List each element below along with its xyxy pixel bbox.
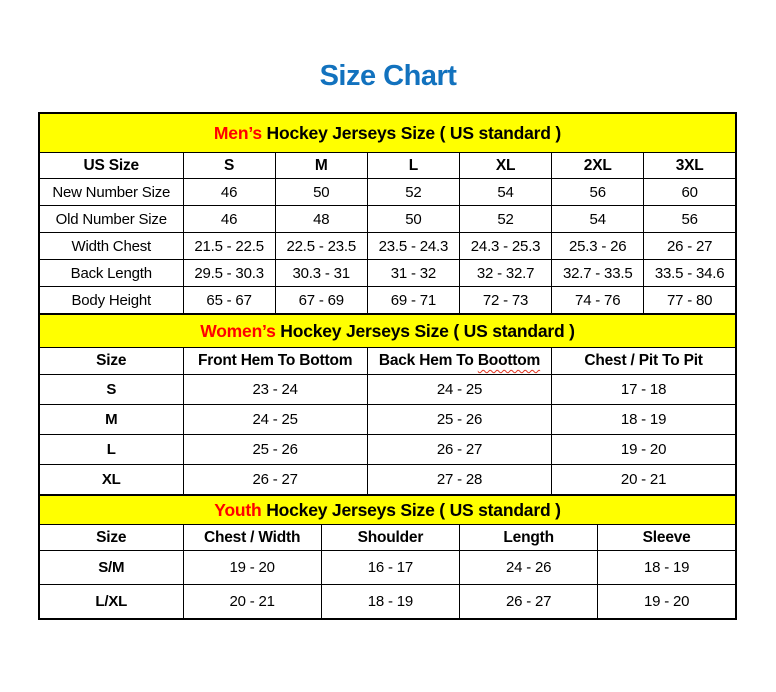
womens-row-label: M [39, 405, 183, 435]
womens-size-cell: 24 - 25 [183, 405, 367, 435]
mens-size-cell: 54 [552, 206, 644, 233]
mens-size-cell: 77 - 80 [644, 287, 736, 315]
youth-column-header: Shoulder [321, 525, 459, 551]
youth-row-label: L/XL [39, 585, 183, 620]
youth-column-header: Length [460, 525, 598, 551]
mens-header-row [39, 153, 736, 179]
tables-container [38, 112, 737, 620]
mens-size-cell: 30.3 - 31 [275, 260, 367, 287]
mens-row-label: New Number Size [39, 179, 183, 206]
mens-size-cell: 67 - 69 [275, 287, 367, 315]
youth-size-cell: 18 - 19 [598, 551, 736, 585]
womens-column-header: Size [39, 348, 183, 375]
mens-size-cell: 56 [552, 179, 644, 206]
womens-size-cell: 20 - 21 [552, 465, 736, 496]
youth-table-title [39, 495, 736, 525]
womens-table-row [39, 375, 736, 405]
womens-size-cell: 25 - 26 [183, 435, 367, 465]
womens-row-label: L [39, 435, 183, 465]
youth-size-table [38, 494, 737, 620]
mens-size-cell: 21.5 - 22.5 [183, 233, 275, 260]
misspelled-word: Boottom [477, 352, 541, 369]
mens-size-cell: 52 [367, 179, 459, 206]
mens-size-cell: 33.5 - 34.6 [644, 260, 736, 287]
womens-size-cell: 25 - 26 [367, 405, 551, 435]
mens-size-cell: 52 [459, 206, 551, 233]
womens-table-band [39, 314, 736, 348]
youth-column-header: Chest / Width [183, 525, 321, 551]
womens-row-label: XL [39, 465, 183, 496]
mens-column-header: 2XL [552, 153, 644, 179]
mens-row-label: Old Number Size [39, 206, 183, 233]
mens-size-cell: 32 - 32.7 [459, 260, 551, 287]
mens-size-cell: 24.3 - 25.3 [459, 233, 551, 260]
mens-size-cell: 32.7 - 33.5 [552, 260, 644, 287]
mens-column-header: XL [459, 153, 551, 179]
mens-size-cell: 48 [275, 206, 367, 233]
womens-size-cell: 24 - 25 [367, 375, 551, 405]
mens-table-band [39, 113, 736, 153]
mens-size-cell: 60 [644, 179, 736, 206]
mens-size-cell: 25.3 - 26 [552, 233, 644, 260]
mens-size-cell: 56 [644, 206, 736, 233]
mens-size-cell: 26 - 27 [644, 233, 736, 260]
mens-size-cell: 50 [367, 206, 459, 233]
womens-size-cell: 26 - 27 [183, 465, 367, 496]
mens-size-cell: 74 - 76 [552, 287, 644, 315]
youth-size-cell: 18 - 19 [321, 585, 459, 620]
youth-size-cell: 26 - 27 [460, 585, 598, 620]
mens-size-cell: 54 [459, 179, 551, 206]
mens-table-row [39, 179, 736, 206]
youth-row-label: S/M [39, 551, 183, 585]
youth-column-header: Sleeve [598, 525, 736, 551]
mens-row-label: Body Height [39, 287, 183, 315]
womens-table-row [39, 405, 736, 435]
mens-size-cell: 46 [183, 206, 275, 233]
youth-table-band [39, 495, 736, 525]
womens-size-cell: 23 - 24 [183, 375, 367, 405]
mens-size-cell: 69 - 71 [367, 287, 459, 315]
mens-column-header: 3XL [644, 153, 736, 179]
youth-size-cell: 19 - 20 [598, 585, 736, 620]
womens-size-cell: 18 - 19 [552, 405, 736, 435]
womens-header-row [39, 348, 736, 375]
womens-column-header: Front Hem To Bottom [183, 348, 367, 375]
mens-size-cell: 50 [275, 179, 367, 206]
mens-table-row [39, 260, 736, 287]
youth-title-accent: Youth [214, 499, 262, 520]
mens-column-header: M [275, 153, 367, 179]
mens-row-label: Back Length [39, 260, 183, 287]
mens-row-label: Width Chest [39, 233, 183, 260]
mens-table-title [39, 113, 736, 153]
womens-table-row [39, 465, 736, 496]
mens-size-cell: 23.5 - 24.3 [367, 233, 459, 260]
womens-table-body [39, 375, 736, 496]
mens-size-cell: 22.5 - 23.5 [275, 233, 367, 260]
mens-column-header: S [183, 153, 275, 179]
womens-title-rest: Hockey Jerseys Size ( US standard ) [275, 320, 575, 341]
mens-title-rest: Hockey Jerseys Size ( US standard ) [261, 122, 562, 143]
youth-table-row [39, 551, 736, 585]
womens-size-cell: 26 - 27 [367, 435, 551, 465]
womens-size-cell: 17 - 18 [552, 375, 736, 405]
mens-size-cell: 29.5 - 30.3 [183, 260, 275, 287]
womens-size-cell: 19 - 20 [552, 435, 736, 465]
youth-size-cell: 20 - 21 [183, 585, 321, 620]
mens-column-header: L [367, 153, 459, 179]
mens-column-header: US Size [39, 153, 183, 179]
mens-size-cell: 46 [183, 179, 275, 206]
mens-size-table [38, 112, 737, 315]
youth-size-cell: 19 - 20 [183, 551, 321, 585]
youth-table-body [39, 551, 736, 620]
page-title: Size Chart [319, 60, 457, 92]
youth-size-cell: 24 - 26 [460, 551, 598, 585]
womens-size-table [38, 313, 737, 496]
mens-size-cell: 31 - 32 [367, 260, 459, 287]
mens-table-row [39, 206, 736, 233]
mens-table-body [39, 179, 736, 315]
youth-table-row [39, 585, 736, 620]
youth-header-row [39, 525, 736, 551]
womens-column-header: Back Hem To Boottom [367, 348, 551, 375]
womens-row-label: S [39, 375, 183, 405]
mens-table-row [39, 233, 736, 260]
womens-title-accent: Women’s [200, 320, 276, 341]
youth-column-header: Size [39, 525, 183, 551]
womens-size-cell: 27 - 28 [367, 465, 551, 496]
mens-title-accent: Men’s [213, 122, 262, 143]
mens-size-cell: 72 - 73 [459, 287, 551, 315]
womens-column-header: Chest / Pit To Pit [552, 348, 736, 375]
womens-table-row [39, 435, 736, 465]
mens-table-row [39, 287, 736, 315]
youth-title-rest: Hockey Jerseys Size ( US standard ) [261, 499, 561, 520]
mens-size-cell: 65 - 67 [183, 287, 275, 315]
womens-table-title [39, 314, 736, 348]
youth-size-cell: 16 - 17 [321, 551, 459, 585]
